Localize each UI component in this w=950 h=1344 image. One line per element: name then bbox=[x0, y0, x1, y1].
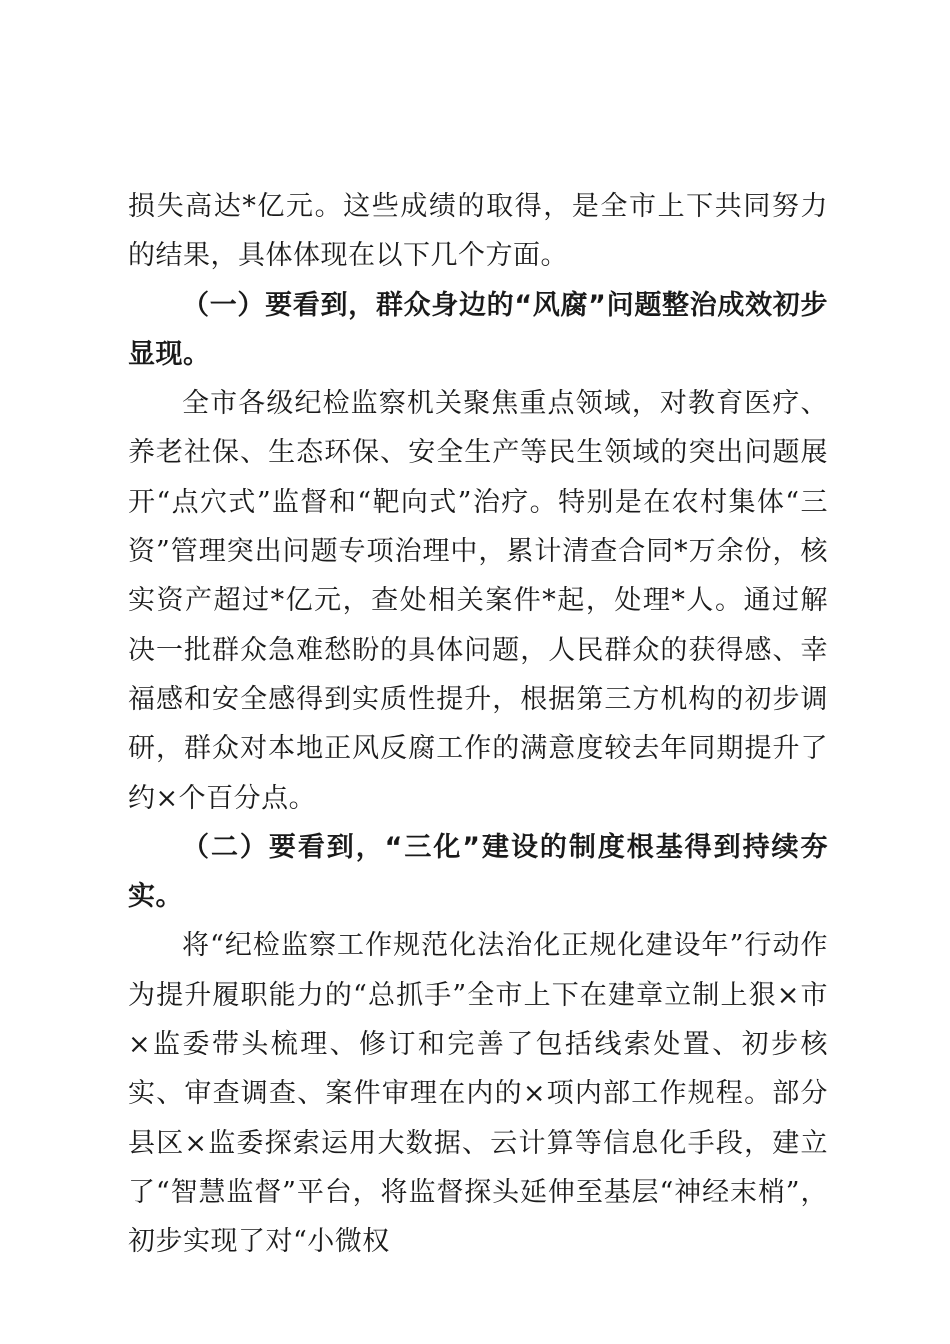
body-paragraph-section-1: 全市各级纪检监察机关聚焦重点领域，对教育医疗、养老社保、生态环保、安全生产等民生领域的突出问题展开“点穴式”监督和“靶向式”治疗。特别是在农村集体“三资”管理突出问题专项治理中，累计清查合同*万余份，核实资产超过*亿元，查处相关案件*起，处理*人。通过解决一批群众急难愁盼的具体问题，人民群众的获得感、幸福感和安全感得到实质性提升，根据第三方机构的初步调研，群众对本地正风反腐工作的满意度较去年同期提升了约×个百分点。 bbox=[128, 388, 828, 814]
body-paragraph-section-2: 将“纪检监察工作规范化法治化正规化建设年”行动作为提升履职能力的“总抓手”全市上下在建章立制上狠×市×监委带头梳理、修订和完善了包括线索处置、初步核实、审查调查、案件审理在内的×项内部工作规程。部分县区×监委探索运用大数据、云计算等信息化手段，建立了“智慧监督”平台，将监督探头延伸至基层“神经末梢”，初步实现了对“小微权 bbox=[128, 930, 828, 1258]
section-heading-2: （二）要看到，“三化”建设的制度根基得到持续夯实。 bbox=[128, 831, 828, 913]
document-body bbox=[128, 182, 828, 1267]
body-paragraph-continued: 损失高达*亿元。这些成绩的取得，是全市上下共同努力的结果，具体体现在以下几个方面。 bbox=[128, 191, 828, 272]
section-heading-1: （一）要看到，群众身边的“风腐”问题整治成效初步显现。 bbox=[128, 289, 828, 370]
